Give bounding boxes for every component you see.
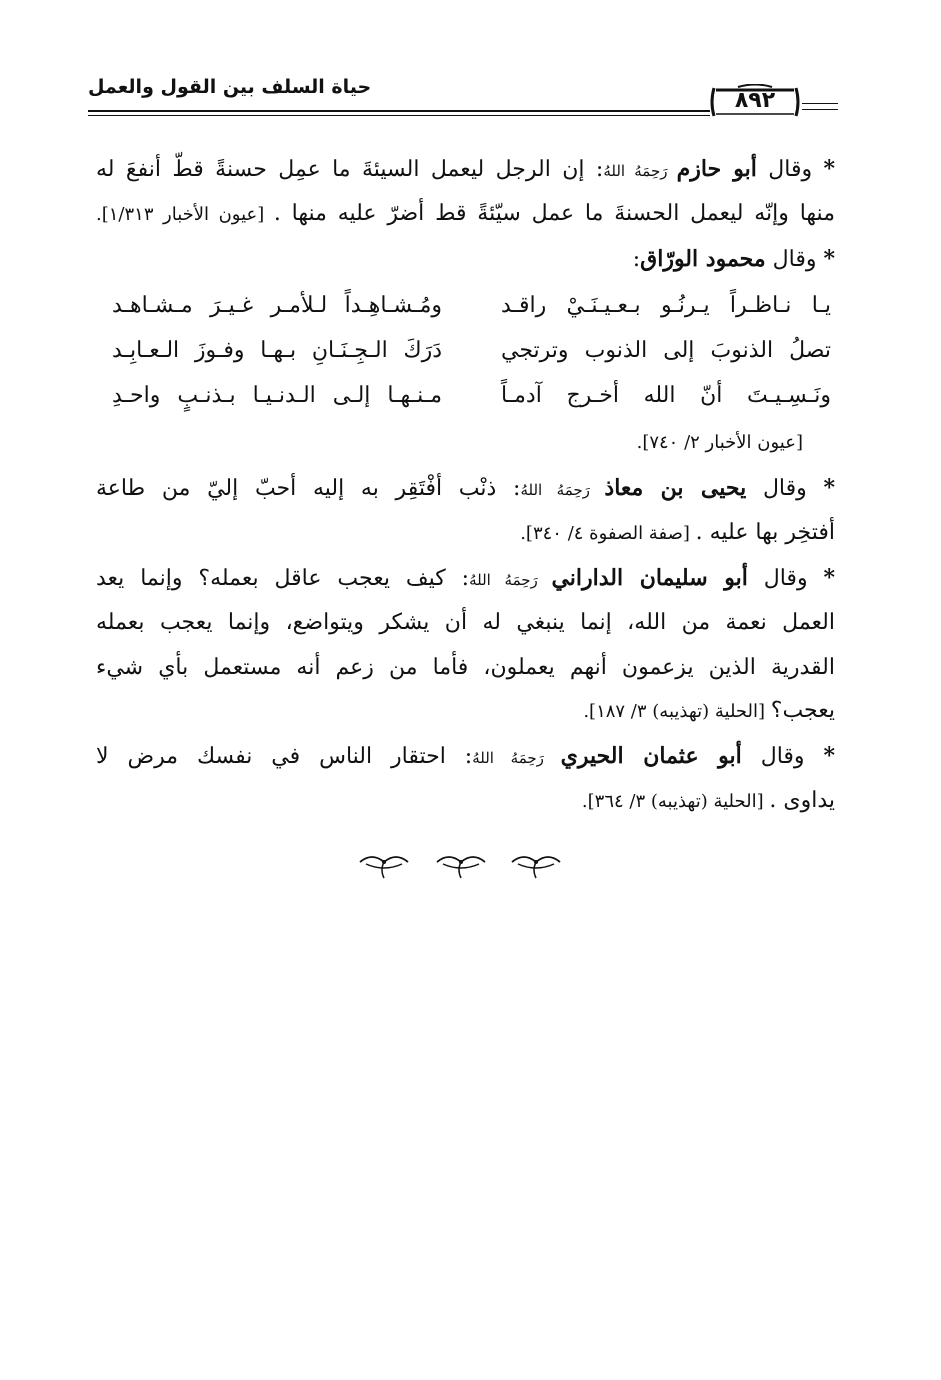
verse-second-half: مـنـهـا إلـى الـدنـيـا بـذنـبٍ واحـدِ	[112, 383, 442, 408]
speaker-name: أبو عثمان الحيري	[560, 743, 742, 769]
verse-first-half: يـا نـاظـراً يـرنُـو بـعـيـنَـيْ راقـد	[501, 293, 831, 318]
speaker-name: أبو حازم	[676, 156, 757, 182]
text-line: العمل نعمة من الله، إنما ينبغي له أن يشكر ويتواضع، وإنما يعجب بعمله	[96, 610, 835, 635]
text-line: منها وإنّه ليعمل الحسنةَ ما عمل سيّئةً قط أضرّ عليه منها . [عيون الأخبار ١/٣١٣].	[96, 201, 835, 226]
text-line: * وقال أبو سليمان الداراني رَحِمَهُ اللهُ: كيف يعجب عاقل بعمله؟ وإنما يعد	[96, 565, 835, 591]
floral-ornament-icon	[435, 850, 487, 880]
text-line: * وقال يحيى بن معاذ رَحِمَهُ اللهُ: ذنْب أفْتَقِر به إليه أحبّ إليّ من طاعة	[96, 475, 835, 501]
text-line: أفتخِر بها عليه . [صفة الصفوة ٤/ ٣٤٠].	[520, 520, 835, 545]
header-rule-right-lower	[802, 109, 838, 110]
citation: [الحلية (تهذيبه) ٣/ ٣٦٤].	[581, 791, 770, 812]
verse-first-half: ونَـسِـيـتَ أنّ الله أخـرج آدمـاً	[501, 383, 831, 408]
text-line: * وقال محمود الورّاق:	[632, 246, 835, 272]
running-header-title: حياة السلف بين القول والعمل	[88, 76, 372, 98]
page-number-frame	[708, 84, 802, 120]
page-number: ٨٩٢	[734, 88, 776, 113]
citation: [الحلية (تهذيبه) ٣/ ١٨٧].	[583, 701, 771, 722]
speaker-name: محمود الورّاق	[640, 246, 766, 272]
floral-ornament-icon	[358, 850, 410, 880]
text-line: يداوى . [الحلية (تهذيبه) ٣/ ٣٦٤].	[581, 788, 835, 813]
citation: [صفة الصفوة ٤/ ٣٤٠].	[520, 523, 696, 544]
verse-first-half: تصلُ الذنوبَ إلى الذنوب وترتجي	[501, 338, 831, 363]
citation: [عيون الأخبار ٢/ ٧٤٠].	[636, 432, 803, 453]
floral-ornament-icon	[510, 850, 562, 880]
header-rule-thin	[88, 115, 710, 116]
header-rule-right	[802, 103, 838, 104]
text-line: * وقال أبو حازم رَحِمَهُ اللهُ: إن الرجل ليعمل السيئةَ ما عمِل حسنةً قطّ أنفعَ له	[96, 156, 835, 182]
text-line: * وقال أبو عثمان الحيري رَحِمَهُ اللهُ: احتقار الناس في نفسك مرض لا	[96, 743, 835, 769]
speaker-name: أبو سليمان الداراني	[551, 565, 748, 591]
verse-second-half: ومُـشـاهِـداً لـلأمـر غـيـرَ مـشـاهـد	[112, 293, 442, 318]
header-rule	[88, 110, 710, 112]
verse-second-half: دَرَكَ الـجِـنَـانِ بـهـا وفـوزَ الـعـابِـد	[112, 338, 442, 363]
text-line: القدرية الذين يزعمون أنهم يعملون، فأما من زعم أنه مستعمل بأي شيء	[96, 655, 835, 680]
speaker-name: يحيى بن معاذ	[604, 475, 747, 501]
text-line: يعجب؟ [الحلية (تهذيبه) ٣/ ١٨٧].	[583, 698, 835, 723]
citation: [عيون الأخبار ١/٣١٣].	[96, 204, 274, 225]
